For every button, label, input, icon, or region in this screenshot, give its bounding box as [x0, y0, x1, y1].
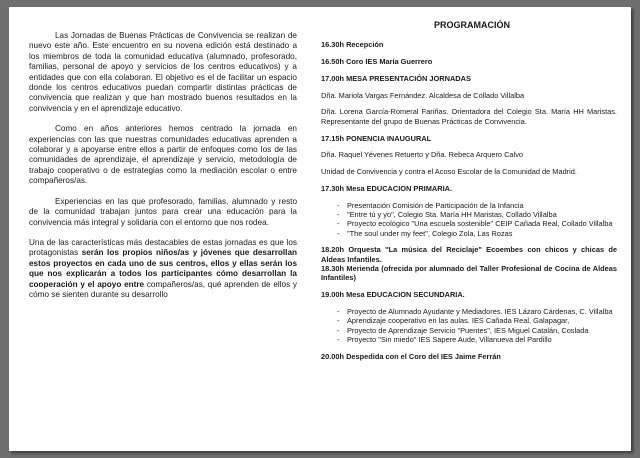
program-item-primary-panel: 17.30h Mesa EDUCACION PRIMARIA. [321, 183, 453, 193]
keynote-speakers: Dña. Raquel Yévenes Retuerto y Dña. Rebeca Arquero Calvo [321, 150, 523, 160]
intro-paragraph-4-start: Una de las características más destacables de estas jornadas es que los protagonistas [29, 237, 297, 258]
list-item: - "The soul under my feet", Colegio Zola, Las Rozas [337, 229, 617, 238]
list-item: - "Entre tú y yo", Colegio Sta. María HH Maristas, Collado Villalba [337, 210, 617, 219]
program-title: PROGRAMACIÓN [434, 20, 510, 30]
program-column [321, 7, 617, 361]
keynote-unit: Unidad de Convivencia y contra el Acoso Escolar de la Comunidad de Madrid. [321, 167, 577, 177]
program-item-choir: 16.50h Coro IES María Guerrero [321, 57, 433, 67]
program-item-opening-panel: 17.00h MESA PRESENTACIÓN JORNADAS [321, 73, 471, 83]
list-item: - Proyecto ecológico "Una escuela sostenible" CEIP Cañada Real, Collado Villalba [337, 219, 617, 228]
program-item-keynote: 17.15h PONENCIA INAUGURAL [321, 133, 432, 143]
list-item: - Aprendizaje cooperativo en las aulas. IES Cañada Real, Galapagar, [337, 316, 617, 325]
intro-paragraph-1: Las Jornadas de Buenas Prácticas de Convivencia se realizan de nuevo este año. Este encuentro en su novena edición está destinado a los miembros de toda la comunidad educativa (alumnado, profesorado, familias, personal de apoyo y servicios de los centros educativos) y a entidades que con ella colaboran. El objetivo es el de facilitar un espacio donde los centros educativos puedan compartir distintas prácticas de convivencia que realizan y que han mostrado buenos resultados en la convivencia y en el aprendizaje educativo. [29, 31, 297, 113]
speaker-counselor: Dña. Lorena García-Romeral Fariñas. Orientadora del Colegio Sta. María HH Maristas. Representante del grupo de Buenas Prácticas de Convivencia. [321, 107, 617, 126]
intro-paragraph-4-end: compañeros/as, qué aprenden de ellos y cómo se sienten durante su desarrollo [29, 279, 297, 299]
program-item-farewell: 20.00h Despedida con el Coro del IES Jaime Ferrán [321, 351, 501, 361]
list-item: - Proyecto de Aprendizaje Servicio "Puentes", IES Miguel Catalán, Coslada [337, 326, 617, 335]
program-item-orchestra: 18.20h Orquesta "La música del Reciclaje" Ecoembes con chicos y chicas de Aldeas Infantiles. [321, 245, 617, 264]
intro-paragraph-4-bold: serán los propios niños/as y jóvenes que desarrollan estos proyectos en cada uno de sus centros, ellos y ellas serán los que nos explicarán a todos los participantes cómo desarrollan la cooperación y el apoyo entre [29, 248, 297, 289]
program-item-snack: 18.30h Merienda (ofrecida por alumnado del Taller Profesional de Cocina de Aldeas Infantiles) [321, 264, 617, 283]
secondary-projects-list [337, 307, 617, 344]
intro-paragraph-4 [29, 238, 297, 300]
list-item: - Presentación Comisión de Participación de la Infancia [337, 201, 617, 210]
primary-projects-list [337, 201, 617, 238]
list-item: - Proyecto "Sin miedo" IES Sapere Aude, Villanueva del Pardillo [337, 335, 617, 344]
intro-column [29, 7, 297, 310]
program-item-reception: 16.30h Recepción [321, 40, 384, 50]
intro-paragraph-3: Experiencias en las que profesorado, familias, alumnado y resto de la comunidad trabajan juntos para crear una educación para la convivencia más integral y solidaria con el entorno que nos rodea. [29, 196, 297, 227]
intro-paragraph-2: Como en años anteriores hemos centrado la jornada en experiencias con las que nuestras comunidades educativas aprenden a colaborar y a apoyarse entre ellos a partir de enfoques como los de las comunidades de aprendizaje, el aprendizaje y servicio, metodología de trabajo cooperativo o de estrategias como la mediación escolar o entre compañeros/as. [29, 124, 297, 186]
speaker-mayor: Dña. Mariola Vargas Fernández. Alcaldesa de Collado Villalba [321, 90, 525, 100]
document-page [9, 7, 631, 451]
program-item-secondary-panel: 19.00h Mesa EDUCACION SECUNDARIA. [321, 290, 465, 300]
list-item: - Proyecto de Alumnado Ayudante y Mediadores. IES Lázaro Cárdenas, C. Villalba [337, 307, 617, 316]
